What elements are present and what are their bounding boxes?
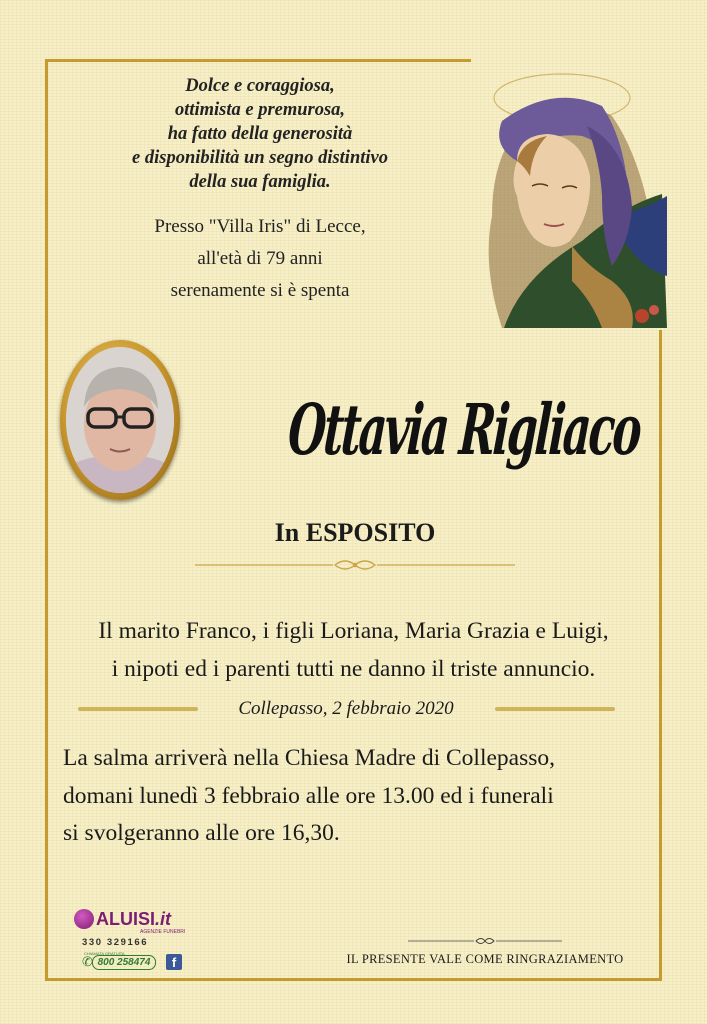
deceased-photo: [60, 340, 180, 500]
divider-ornament: [195, 557, 515, 573]
epitaph-line: ha fatto della generosità: [167, 124, 353, 144]
epitaph-line: ottimista e premurosa,: [174, 100, 346, 120]
death-place-line: Presso "Villa Iris" di Lecce,: [154, 216, 366, 237]
death-place-line: all'età di 79 anni: [197, 248, 323, 269]
phone-icon: ✆: [82, 954, 93, 969]
free-number: 800 258474: [92, 955, 156, 970]
free-number-label: CHIAMATA GRATUITA: [84, 951, 125, 956]
funeral-line: La salma arriverà nella Chiesa Madre di Collepasso,: [63, 745, 556, 771]
date-divider-left: [78, 707, 198, 711]
death-place-line: serenamente si è spenta: [170, 280, 350, 301]
date-place: Collepasso, 2 febbraio 2020: [238, 698, 454, 719]
married-name: In ESPOSITO: [274, 518, 436, 547]
agency-name: [96, 909, 171, 929]
agency-logo: [70, 905, 200, 975]
agency-phone: 330 329166: [82, 937, 149, 948]
funeral-line: si svolgeranno alle ore 16,30.: [63, 820, 340, 846]
death-place-text: [95, 211, 425, 307]
funeral-line: domani lunedì 3 febbraio alle ore 13.00 ed i funerali: [63, 782, 554, 809]
epitaph-line: della sua famiglia.: [189, 172, 331, 192]
thanks-note: IL PRESENTE VALE COME RINGRAZIAMENTO: [346, 952, 624, 966]
frame-border-top: [45, 59, 471, 62]
portrait-image: [66, 347, 174, 493]
frame-border-left: [45, 59, 48, 981]
agency-subtitle: AGENZIE FUNEBRI: [140, 929, 186, 935]
epitaph-line: Dolce e coraggiosa,: [185, 76, 335, 96]
facebook-icon[interactable]: f: [166, 954, 182, 970]
epitaph-text: [95, 74, 425, 194]
family-announcement: [40, 612, 667, 688]
date-divider-right: [495, 707, 615, 711]
madonna-image: [462, 66, 670, 328]
agency-mark-icon: [74, 909, 94, 929]
frame-border-bottom: [45, 978, 662, 981]
funeral-details: [63, 740, 663, 853]
epitaph-line: e disponibilità un segno distintivo: [132, 148, 388, 168]
announcement-line: i nipoti ed i parenti tutti ne danno il triste annuncio.: [111, 656, 596, 682]
agency-name-main: ALUISI: [96, 909, 156, 929]
agency-name-suffix: .it: [155, 909, 172, 929]
deceased-name: Ottavia Rigliaco: [285, 388, 642, 471]
announcement-line: Il marito Franco, i figli Loriana, Maria Grazia e Luigi,: [98, 618, 609, 644]
thanks-ornament: [408, 934, 562, 948]
